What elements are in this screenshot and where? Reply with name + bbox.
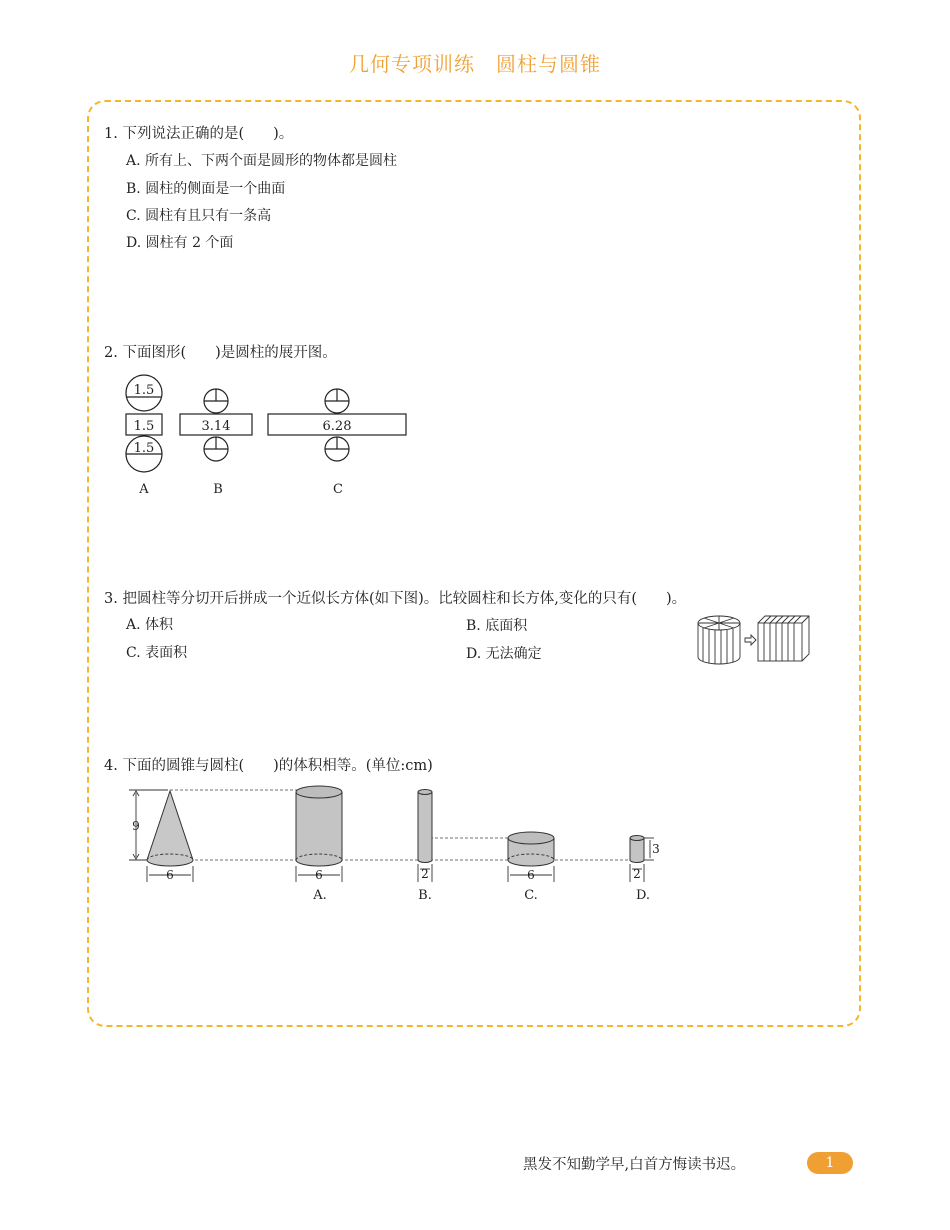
question-3-stem: 3. 把圆柱等分切开后拼成一个近似长方体(如下图)。比较圆柱和长方体,变化的只有( )。 xyxy=(104,591,687,607)
page-number-badge: 1 xyxy=(807,1152,853,1174)
cylinder-c-shape xyxy=(508,832,554,866)
cylinder-a-diameter-label: 6 xyxy=(315,868,323,882)
question-1-option-a[interactable]: A. 所有上、下两个面是圆形的物体都是圆柱 xyxy=(126,153,398,169)
cylinder-d-diameter-label: 2 xyxy=(633,867,641,881)
question-1-stem: 1. 下列说法正确的是( )。 xyxy=(104,126,294,142)
net-c-label: C xyxy=(333,482,343,497)
question-3-option-b[interactable]: B. 底面积 xyxy=(466,618,528,634)
page-title: 几何专项训练 圆柱与圆锥 xyxy=(349,52,601,76)
net-b-rect-label: 3.14 xyxy=(201,419,231,434)
net-a-rect-label: 1.5 xyxy=(133,419,155,434)
question-3-option-a[interactable]: A. 体积 xyxy=(126,617,174,633)
cylinder-b-label: B. xyxy=(418,888,432,903)
net-c-rect-label: 6.28 xyxy=(322,419,352,434)
cylinder-to-cuboid-figure xyxy=(696,612,812,664)
net-figure xyxy=(110,372,420,502)
cone-height-label: 9 xyxy=(132,819,140,833)
volume-figure xyxy=(126,784,666,904)
question-2-stem: 2. 下面图形( )是圆柱的展开图。 xyxy=(104,345,337,361)
question-1-option-d[interactable]: D. 圆柱有 2 个面 xyxy=(126,235,234,251)
question-3-option-c[interactable]: C. 表面积 xyxy=(126,645,188,661)
cone-diameter-label: 6 xyxy=(166,868,174,882)
cylinder-a-label: A. xyxy=(313,888,327,903)
question-1-option-c[interactable]: C. 圆柱有且只有一条高 xyxy=(126,208,272,224)
cylinder-c-label: C. xyxy=(524,888,538,903)
net-a-top-label: 1.5 xyxy=(133,383,155,398)
net-a-label: A xyxy=(139,482,149,497)
cylinder-d-shape xyxy=(630,836,644,863)
cone-shape xyxy=(147,791,193,866)
cylinder-a-shape xyxy=(296,786,342,866)
net-a-bottom-label: 1.5 xyxy=(133,441,155,456)
cylinder-b-shape xyxy=(418,790,432,863)
question-3-option-d[interactable]: D. 无法确定 xyxy=(466,646,542,662)
question-1-option-b[interactable]: B. 圆柱的侧面是一个曲面 xyxy=(126,181,286,197)
cylinder-c-diameter-label: 6 xyxy=(527,868,535,882)
net-b-label: B xyxy=(213,482,223,497)
cylinder-d-label: D. xyxy=(635,888,651,903)
cylinder-b-diameter-label: 2 xyxy=(421,867,429,881)
cylinder-d-height-label: 3 xyxy=(652,842,660,856)
footer-motto: 黑发不知勤学早,白首方悔读书迟。 xyxy=(523,1157,746,1173)
question-4-stem: 4. 下面的圆锥与圆柱( )的体积相等。(单位:cm) xyxy=(104,758,433,774)
